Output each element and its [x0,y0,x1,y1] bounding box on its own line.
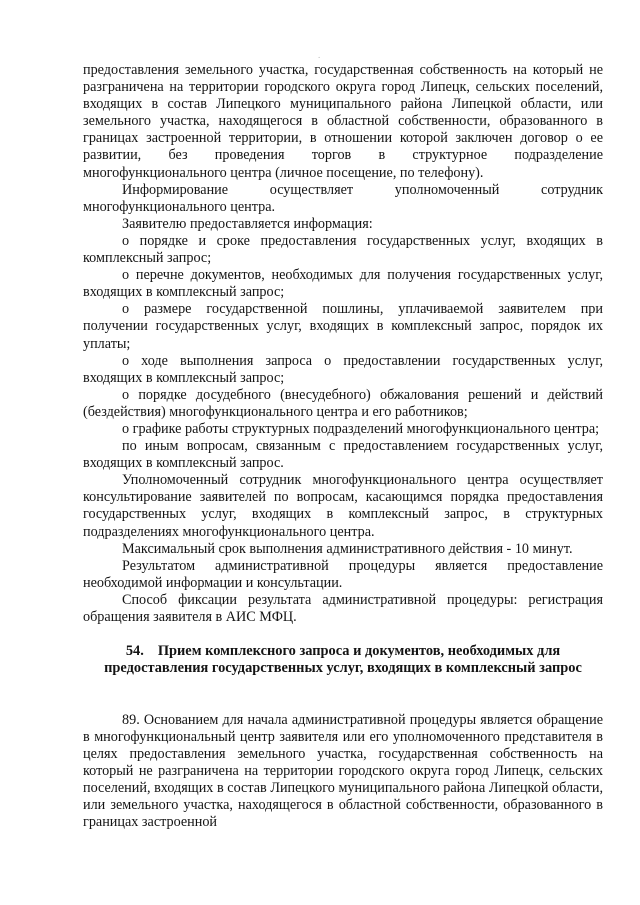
procedure-text-block [83,62,603,626]
paragraph: Результатом административной процедуры является предоставление необходимой информации и консультации. [83,557,603,591]
paragraph: Заявителю предоставляется информация: [122,215,373,232]
paragraph: Способ фиксации результата административной процедуры: регистрация обращения заявителя в АИС МФЦ. [83,591,603,625]
paragraph: Информирование осуществляет уполномоченный сотрудник многофункционального центра. [83,181,603,215]
section-text-block [83,712,603,832]
paragraph: о ходе выполнения запроса о предоставлении государственных услуг, входящих в комплексный запрос; [83,352,603,386]
paragraph: предоставления земельного участка, государственная собственность на который не разграничена на территории городского округа город Липецк, сельских поселений, входящих в состав Липецкого муниципального района Липецкой области, или земельного участка, находящегося в областной собственности, образованного в границах застроенной территории, в отношении которой заключен договор о ее развитии, без проведения торгов в структурное подразделение многофункционального центра (личное посещение, по телефону). [83,62,603,181]
paragraph: по иным вопросам, связанным с предоставлением государственных услуг, входящих в комплексный запрос. [83,438,603,472]
paragraph: Уполномоченный сотрудник многофункционального центра осуществляет консультирование заявителей по вопросам, касающимся порядка предоставления государственных услуг, входящих в комплексный запрос, в структурных подразделениях многофункционального центра. [83,472,603,540]
paragraph: Максимальный срок выполнения административного действия - 10 минут. [122,540,573,557]
paragraph: о размере государственной пошлины, уплачиваемой заявителем при получении государственных услуг, входящих в комплексный запрос, порядок их уплаты; [83,301,603,352]
section-title: Прием комплексного запроса и документов, необходимых для предоставления государственных услуг, входящих в комплексный запрос [104,643,582,677]
section-heading [83,643,603,678]
paragraph: 89. Основанием для начала административной процедуры является обращение в многофункциональный центр заявителя или его уполномоченного представителя в целях предоставления земельного участка, государственная собственность на который не разграничена на территории городского округа город Липецк, сельских поселений, входящих в состав Липецкого муниципального района Липецкой области, или земельного участка, находящегося в областной собственности, образованного в границах застроенной [83,711,603,831]
paragraph: о порядке досудебного (внесудебного) обжалования решений и действий (бездействия) многофункционального центра и его работников; [83,386,603,420]
section-number: 54. [125,643,144,660]
paragraph: о графике работы структурных подразделений многофункционального центра; [122,420,600,437]
paragraph: о перечне документов, необходимых для получения государственных услуг, входящих в комплексный запрос; [83,267,603,301]
page-top-mark: . [318,50,321,60]
paragraph: о порядке и сроке предоставления государственных услуг, входящих в комплексный запрос; [83,232,603,267]
document-body [83,62,603,831]
